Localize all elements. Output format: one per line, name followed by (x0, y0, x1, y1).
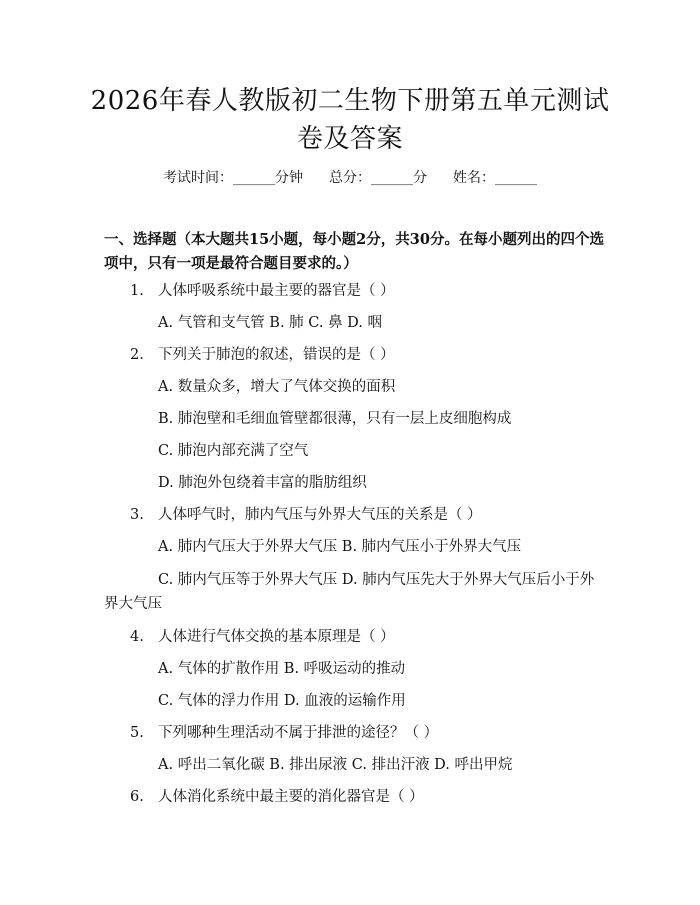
question-text: 人体进行气体交换的基本原理是（ ） (158, 629, 395, 645)
question-3-options-ab: A. 肺内气压大于外界大气压 B. 肺内气压小于外界大气压 (158, 539, 522, 555)
question-text: 下列哪种生理活动不属于排泄的途径？（ ） (158, 725, 439, 741)
question-2-option-c: C. 肺泡内部充满了空气 (158, 443, 309, 459)
exam-time-label: 考试时间：______分钟 (163, 170, 303, 186)
question-list (104, 280, 602, 818)
question-4 (104, 626, 602, 658)
question-1 (104, 280, 602, 312)
question-number: 5. (130, 725, 144, 741)
question-6 (104, 786, 602, 818)
question-number: 4. (130, 629, 144, 645)
question-3 (104, 504, 602, 536)
question-number: 1. (130, 283, 144, 299)
question-2-option-d: D. 肺泡外包绕着丰富的脂肪组织 (158, 475, 367, 491)
question-text: 人体呼吸系统中最主要的器官是（ ） (158, 283, 395, 299)
question-text: 下列关于肺泡的叙述，错误的是（ ） (158, 347, 395, 363)
question-2-option-b: B. 肺泡壁和毛细血管壁都很薄，只有一层上皮细胞构成 (158, 411, 512, 427)
question-1-options: A. 气管和支气管 B. 肺 C. 鼻 D. 咽 (158, 315, 383, 331)
question-number: 2. (130, 347, 144, 363)
question-4-options-cd: C. 气体的浮力作用 D. 血液的运输作用 (158, 693, 406, 709)
exam-meta (0, 168, 700, 188)
question-number: 6. (130, 789, 144, 805)
student-name-label: 姓名：______ (453, 170, 537, 186)
total-score-label: 总分：______分 (329, 170, 427, 186)
page-title: 2026年春人教版初二生物下册第五单元测试卷及答案 (90, 86, 610, 154)
question-2 (104, 344, 602, 376)
question-2-option-a: A. 数量众多，增大了气体交换的面积 (158, 379, 396, 395)
question-text: 人体呼气时，肺内气压与外界大气压的关系是（ ） (158, 507, 482, 523)
question-3-options-cd: C. 肺内气压等于外界大气压 D. 肺内气压先大于外界大气压后小于外界大气压 (104, 572, 595, 612)
question-number: 3. (130, 507, 144, 523)
question-5 (104, 722, 602, 754)
section-heading: 一、选择题（本大题共15小题，每小题2分，共30分。在每小题列出的四个选项中，只有一项是最符合题目要求的。） (104, 231, 604, 272)
question-text: 人体消化系统中最主要的消化器官是（ ） (158, 789, 424, 805)
question-5-options: A. 呼出二氧化碳 B. 排出尿液 C. 排出汗液 D. 呼出甲烷 (158, 757, 513, 773)
question-4-options-ab: A. 气体的扩散作用 B. 呼吸运动的推动 (158, 661, 406, 677)
